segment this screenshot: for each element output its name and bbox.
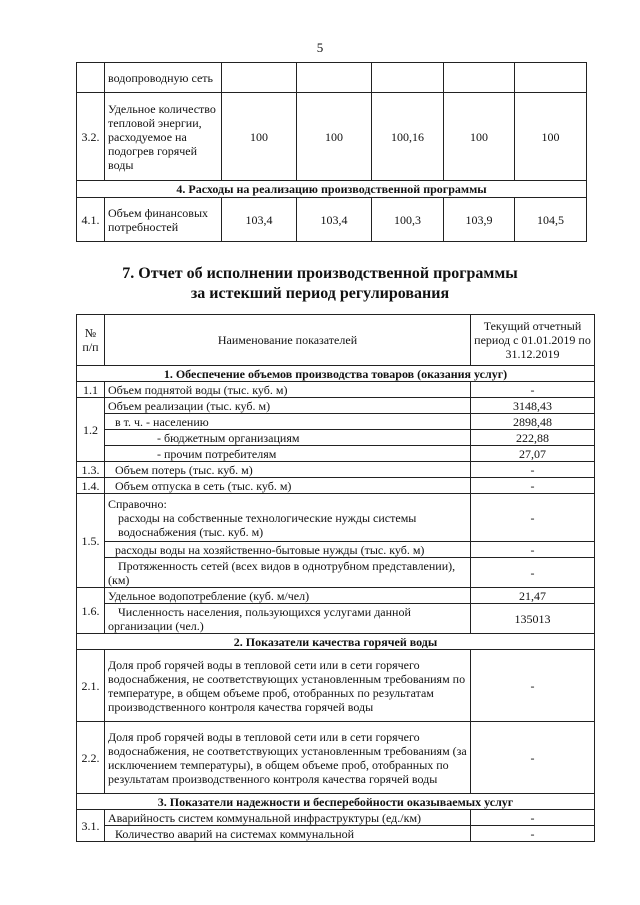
reference-text: расходы на собственные технологические нужды системы водоснабжения (тыс. куб. м) [118,510,417,539]
table-row [77,198,587,242]
section-heading: 2. Показатели качества горячей воды [77,634,595,650]
row-number: 1.2 [77,398,105,462]
row-name: Удельное количество тепловой энергии, расходуемое на подогрев горячей воды [105,93,222,181]
table-row [77,446,595,462]
table-row [77,462,595,478]
section-heading: 1. Обеспечение объемов производства товаров (оказания услуг) [77,366,595,382]
value-cell: - [471,810,595,826]
header-num: № п/п [77,315,105,366]
table-row [77,650,595,722]
row-name: Объем отпуска в сеть (тыс. куб. м) [105,478,471,494]
row-name-text: Протяженность сетей (всех видов в однотрубном представлении), (км) [108,558,456,587]
row-name: в т. ч. - населению [105,414,471,430]
table-row [77,558,595,588]
row-name: Объем реализации (тыс. куб. м) [105,398,471,414]
row-name: Объем поднятой воды (тыс. куб. м) [105,382,471,398]
value-cell: 100 [222,93,297,181]
value-cell: - [471,558,595,588]
value-cell: 104,5 [515,198,587,242]
table-row [77,810,595,826]
row-name-text: Численность населения, пользующихся услугами данной организации (чел.) [108,604,411,633]
row-number: 1.3. [77,462,105,478]
value-cell: 2898,48 [471,414,595,430]
section-row [77,181,587,198]
header-row [77,315,595,366]
value-cell: 100 [515,93,587,181]
table-row [77,63,587,93]
row-name [105,604,471,634]
header-name: Наименование показателей [105,315,471,366]
table-row [77,93,587,181]
row-number: 1.4. [77,478,105,494]
value-cell: 100 [444,93,515,181]
table-row [77,398,595,414]
table-row [77,478,595,494]
section-row [77,634,595,650]
value-cell: 103,9 [444,198,515,242]
value-cell: 100,16 [372,93,444,181]
page-number: 5 [316,40,324,55]
row-number: 4.1. [77,198,105,242]
table-row [77,430,595,446]
value-cell: 100,3 [372,198,444,242]
value-cell: 27,07 [471,446,595,462]
value-cell: - [471,722,595,794]
row-name: Аварийность систем коммунальной инфраструктуры (ед./км) [105,810,471,826]
table-row [77,542,595,558]
table-row [77,494,595,542]
row-name: расходы воды на хозяйственно-бытовые нужды (тыс. куб. м) [105,542,471,558]
value-cell: - [471,382,595,398]
section-heading: 3. Показатели надежности и бесперебойности оказываемых услуг [77,794,595,810]
row-name: Доля проб горячей воды в тепловой сети или в сети горячего водоснабжения, не соответствующих установленным требованиям по температуре, в общем объеме проб, отобранных по результатам производственного контроля качества горячей воды [105,650,471,722]
table-row [77,826,595,842]
row-name: Количество аварий на системах коммунальной [105,826,471,842]
value-cell: 21,47 [471,588,595,604]
top-indicators-table [76,62,587,242]
section-row [77,794,595,810]
value-cell: 135013 [471,604,595,634]
value-cell: - [471,826,595,842]
value-cell: - [471,650,595,722]
row-name [105,494,471,542]
value-cell: - [471,542,595,558]
row-name [105,558,471,588]
reference-label: Справочно: [108,496,167,511]
value-cell: 3148,43 [471,398,595,414]
value-cell: - [471,494,595,542]
table-row [77,414,595,430]
row-name: Удельное водопотребление (куб. м/чел) [105,588,471,604]
row-number: 3.2. [77,93,105,181]
value-cell: - [471,478,595,494]
row-number: 2.2. [77,722,105,794]
row-number: 1.6. [77,588,105,634]
row-name: - прочим потребителям [105,446,471,462]
section-subtitle: за истекший период регулирования [190,285,450,302]
row-number: 1.1 [77,382,105,398]
section-title: 7. Отчет об исполнении производственной программы [122,265,518,282]
row-name: - бюджетным организациям [105,430,471,446]
row-name: Объем потерь (тыс. куб. м) [105,462,471,478]
table-row [77,382,595,398]
header-period: Текущий отчетный период с 01.01.2019 по 31.12.2019 [471,315,595,366]
value-cell: 100 [297,93,372,181]
row-name: Доля проб горячей воды в тепловой сети или в сети горячего водоснабжения, не соответствующих установленным требованиям (за исключением температуры), в общем объеме проб, отобранных по результатам производственного контроля качества горячей воды [105,722,471,794]
table-row [77,722,595,794]
section-row [77,366,595,382]
table-row [77,588,595,604]
row-name: Объем финансовых потребностей [105,198,222,242]
report-table [76,314,595,842]
section-heading: 4. Расходы на реализацию производственной программы [77,181,587,198]
value-cell: 222,88 [471,430,595,446]
value-cell: - [471,462,595,478]
row-number: 2.1. [77,650,105,722]
value-cell: 103,4 [222,198,297,242]
row-number: 1.5. [77,494,105,588]
value-cell: 103,4 [297,198,372,242]
row-number: 3.1. [77,810,105,842]
row-name: водопроводную сеть [105,63,222,93]
table-row [77,604,595,634]
